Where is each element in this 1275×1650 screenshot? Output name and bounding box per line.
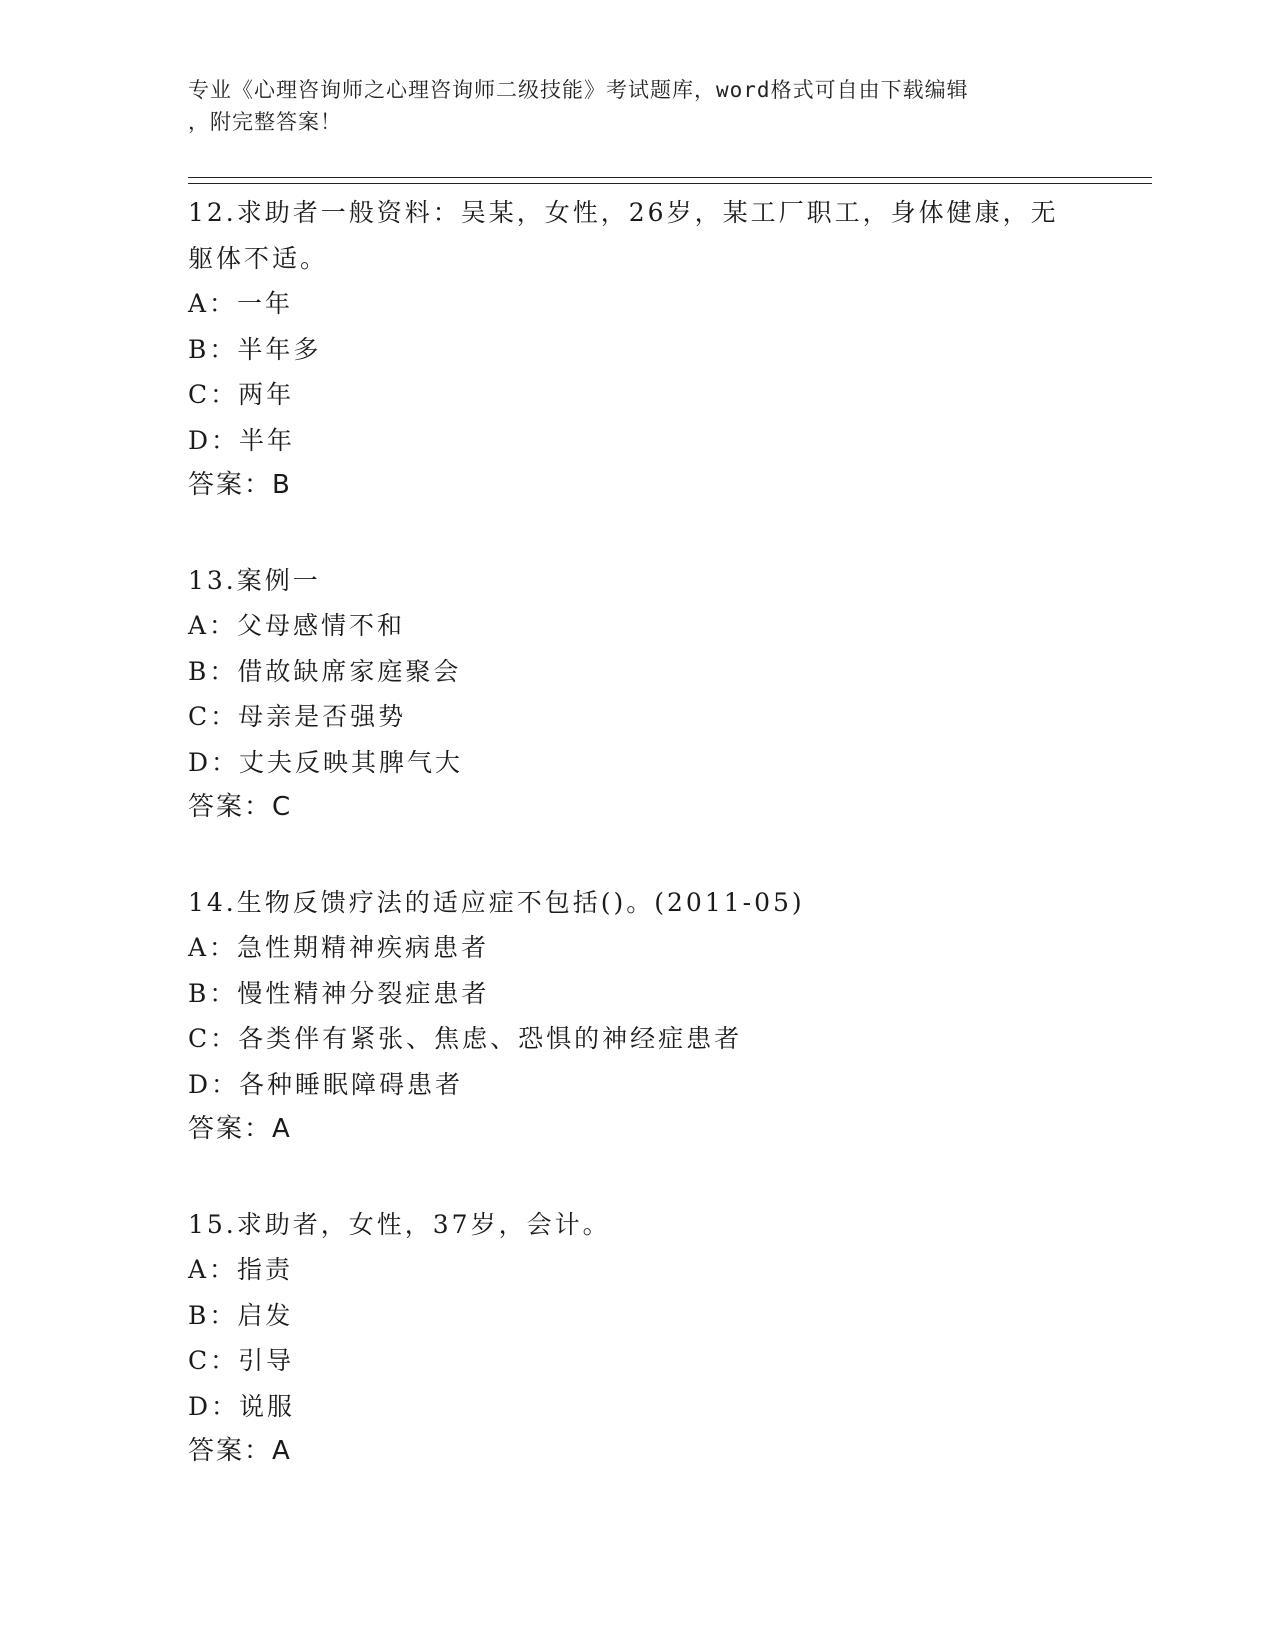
question-stem-line: 15.求助者，女性，37岁，会计。	[188, 1209, 611, 1239]
question-list	[188, 190, 1088, 1524]
question-14	[188, 880, 1088, 1153]
question-15	[188, 1202, 1088, 1475]
question-stem-line: 12.求助者一般资料：吴某，女性，26岁，某工厂职工，身体健康，无	[188, 198, 1059, 227]
option-d: D：说服	[188, 1391, 296, 1421]
option-a: A：一年	[188, 289, 294, 318]
page-header	[188, 74, 1088, 138]
header-line-2: ，附完整答案！	[188, 110, 342, 134]
answer: 答案：A	[188, 1114, 292, 1144]
question-stem-line: 躯体不适。	[188, 243, 329, 273]
option-a: A：指责	[188, 1255, 294, 1284]
header-line-1: 专业《心理咨询师之心理咨询师二级技能》考试题库，word格式可自由下载编辑	[188, 78, 969, 102]
option-b: B：借故缺席家庭聚会	[188, 656, 462, 686]
option-c: C：引导	[188, 1346, 295, 1375]
header-rule-top	[188, 177, 1152, 178]
option-b: B：慢性精神分裂症患者	[188, 978, 490, 1008]
option-a: A：父母感情不和	[188, 611, 406, 640]
option-a: A：急性期精神疾病患者	[188, 933, 490, 962]
question-stem-line: 13.案例一	[188, 565, 321, 595]
option-c: C：母亲是否强势	[188, 702, 407, 731]
option-b: B：半年多	[188, 334, 322, 364]
option-b: B：启发	[188, 1300, 294, 1330]
question-13	[188, 558, 1088, 831]
question-stem-line: 14.生物反馈疗法的适应症不包括()。(2011-05)	[188, 887, 805, 917]
option-c: C：各类伴有紧张、焦虑、恐惧的神经症患者	[188, 1024, 743, 1053]
answer: 答案：A	[188, 1436, 292, 1466]
option-d: D：各种睡眠障碍患者	[188, 1069, 464, 1099]
option-d: D：半年	[188, 425, 296, 455]
answer: 答案：C	[188, 792, 293, 822]
header-rule-bottom	[188, 183, 1152, 184]
question-12	[188, 190, 1088, 509]
answer: 答案：B	[188, 470, 292, 500]
option-c: C：两年	[188, 380, 295, 409]
option-d: D：丈夫反映其脾气大	[188, 747, 464, 777]
